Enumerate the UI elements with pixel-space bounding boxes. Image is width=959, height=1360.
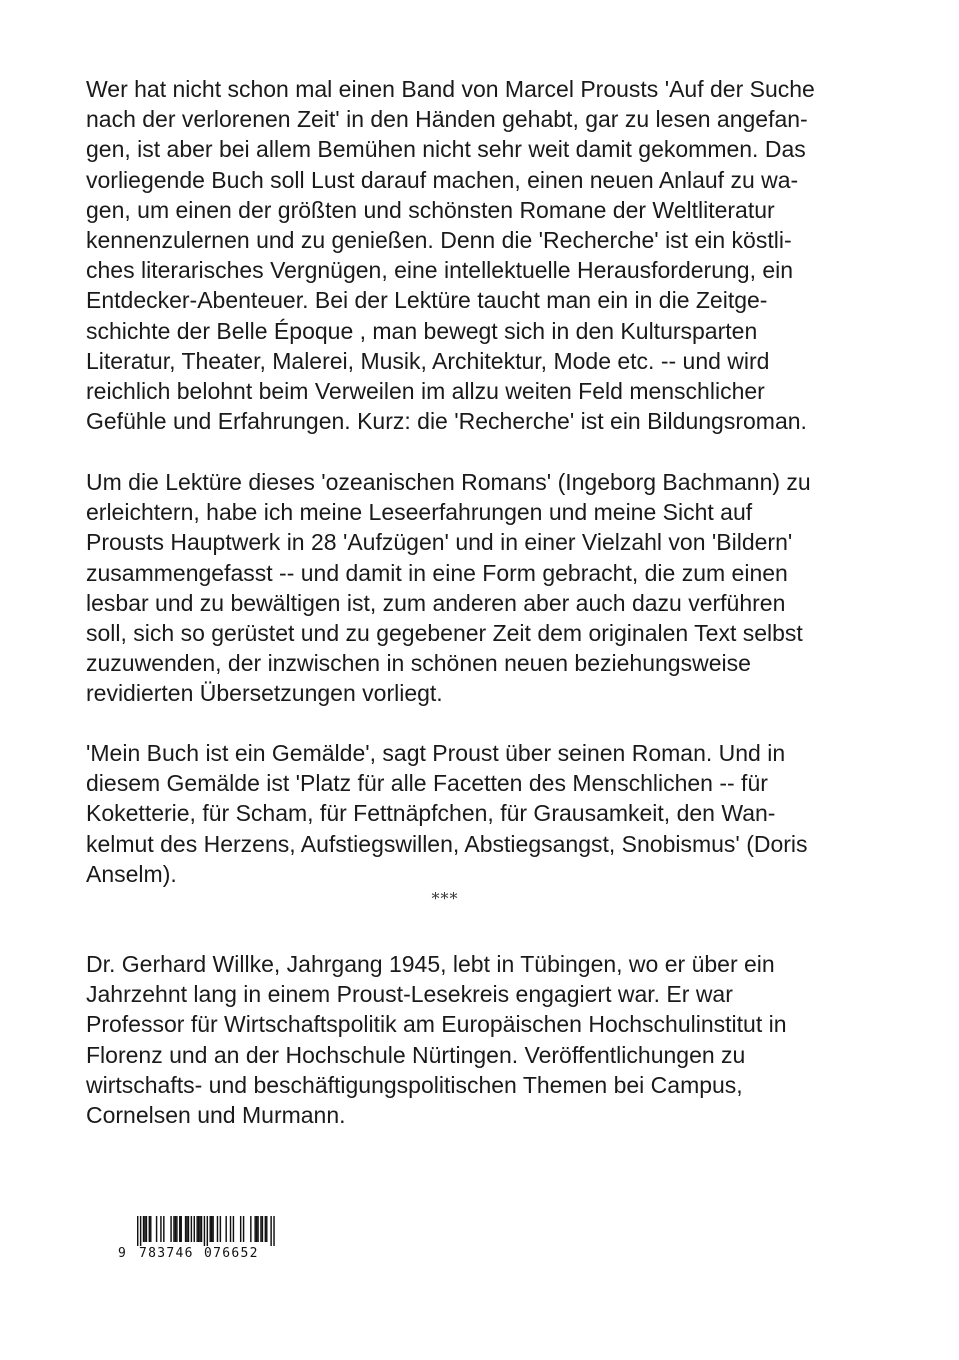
blurb-paragraph-3 xyxy=(86,738,876,889)
text-line: gen, um einen der größten und schönsten Romane der Weltliteratur xyxy=(86,196,775,223)
barcode-bar xyxy=(254,1216,255,1242)
text-line: schichte der Belle Époque , man bewegt sich in den Kultursparten xyxy=(86,317,758,344)
text-line: Dr. Gerhard Willke, Jahrgang 1945, lebt in Tübingen, wo er über ein xyxy=(86,951,775,977)
barcode-bar xyxy=(256,1216,257,1242)
barcode-bar xyxy=(186,1216,187,1242)
text-line: wirtschafts- und beschäftigungspolitischen Themen bei Campus, xyxy=(86,1071,743,1098)
barcode-bar xyxy=(173,1216,174,1242)
text-line: zuzuwenden, der inzwischen in schönen neuen beziehungsweise xyxy=(86,650,751,677)
barcode-bar xyxy=(240,1216,241,1242)
blurb-paragraph-2 xyxy=(86,467,876,709)
section-separator: *** xyxy=(431,889,459,908)
barcode-bar xyxy=(250,1216,251,1242)
barcode-bar xyxy=(144,1216,145,1242)
text-line: zusammengefasst -- und damit in eine Form gebracht, die zum einen xyxy=(86,559,788,586)
barcode-bars xyxy=(137,1216,288,1246)
barcode-bar xyxy=(175,1216,176,1242)
barcode-guard-bar xyxy=(137,1216,138,1246)
barcode-guard-bar xyxy=(140,1216,141,1246)
barcode-bar xyxy=(217,1216,218,1242)
barcode-bar xyxy=(198,1216,199,1242)
barcode-bar xyxy=(257,1216,258,1242)
text-line: 'Mein Buch ist ein Gemälde', sagt Proust über seinen Roman. Und in xyxy=(86,740,786,766)
text-line: revidierten Übersetzungen vorliegt. xyxy=(86,680,443,707)
barcode-bar xyxy=(170,1216,171,1242)
text-line: nach der verlorenen Zeit' in den Händen gehabt, gar zu lesen angefan- xyxy=(86,106,808,133)
text-line: Um die Lektüre dieses 'ozeanischen Romans' (Ingeborg Bachmann) zu xyxy=(86,469,811,495)
barcode-bar xyxy=(146,1216,147,1242)
text-line: Professor für Wirtschaftspolitik am Europäischen Hochschulinstitut in xyxy=(86,1011,787,1038)
barcode-bar xyxy=(266,1216,267,1242)
text-line: Literatur, Theater, Malerei, Musik, Architektur, Mode etc. -- und wird xyxy=(86,347,770,374)
barcode-bar xyxy=(220,1216,221,1242)
text-line: erleichtern, habe ich meine Leseerfahrungen und meine Sicht auf xyxy=(86,499,753,526)
barcode-bar xyxy=(201,1216,202,1242)
barcode-bar xyxy=(188,1216,189,1242)
text-line: Jahrzehnt lang in einem Proust-Lesekreis engagiert war. Er war xyxy=(86,981,733,1008)
text-line: Anselm). xyxy=(86,860,177,887)
text-line: vorliegende Buch soll Lust darauf machen, einen neuen Anlauf zu wa- xyxy=(86,166,799,193)
barcode-bar xyxy=(225,1216,226,1242)
barcode-bar xyxy=(191,1216,192,1242)
barcode-guard-bar xyxy=(204,1216,205,1246)
barcode-bar xyxy=(181,1216,182,1242)
barcode-bar xyxy=(230,1216,231,1242)
barcode-bar xyxy=(176,1216,177,1242)
text-line: Cornelsen und Murmann. xyxy=(86,1102,346,1129)
text-line: Entdecker-Abenteuer. Bei der Lektüre taucht man ein in die Zeitge- xyxy=(86,287,768,314)
barcode-bar xyxy=(210,1216,211,1242)
isbn-barcode xyxy=(118,1216,288,1262)
text-line: soll, sich so gerüstet und zu gegebener Zeit dem originalen Text selbst xyxy=(86,620,803,647)
barcode-bar xyxy=(179,1216,180,1242)
text-line: diesem Gemälde ist 'Platz für alle Facetten des Menschlichen -- für xyxy=(86,770,768,797)
barcode-bar xyxy=(150,1216,151,1242)
barcode-right-digits: 076652 xyxy=(204,1246,259,1261)
text-line: Wer hat nicht schon mal einen Band von Marcel Prousts 'Auf der Suche xyxy=(86,76,815,102)
barcode-bar xyxy=(199,1216,200,1242)
text-line: lesbar und zu bewältigen ist, zum anderen aber auch dazu verführen xyxy=(86,589,786,616)
barcode-bar xyxy=(212,1216,213,1242)
barcode-guard-bar xyxy=(207,1216,208,1246)
barcode-bar xyxy=(211,1216,212,1242)
barcode-guard-bar xyxy=(273,1216,274,1246)
text-line: kelmut des Herzens, Aufstiegswillen, Abstiegsangst, Snobismus' (Doris xyxy=(86,830,808,857)
barcode-bar xyxy=(149,1216,150,1242)
barcode-bar xyxy=(160,1216,161,1242)
barcode-lead-digit: 9 xyxy=(118,1246,128,1261)
text-line: Koketterie, für Scham, für Fettnäpfchen, für Grausamkeit, den Wan- xyxy=(86,800,776,827)
barcode-bar xyxy=(194,1216,195,1242)
author-bio xyxy=(86,949,876,1130)
barcode-bar xyxy=(233,1216,234,1242)
text-line: kennenzulernen und zu genießen. Denn die 'Recherche' ist ein köstli- xyxy=(86,227,792,254)
barcode-bar xyxy=(156,1216,157,1242)
barcode-bar xyxy=(260,1216,261,1242)
barcode-bar xyxy=(243,1216,244,1242)
blurb-paragraph-1 xyxy=(86,74,876,436)
text-line: reichlich belohnt beim Verweilen im allzu weiten Feld menschlicher xyxy=(86,378,765,405)
barcode-bar xyxy=(163,1216,164,1242)
text-line: gen, ist aber bei allem Bemühen nicht sehr weit damit gekommen. Das xyxy=(86,136,806,163)
barcode-guard-bar xyxy=(270,1216,271,1246)
barcode-bar xyxy=(262,1216,263,1242)
barcode-bar xyxy=(185,1216,186,1242)
barcode-left-digits: 783746 xyxy=(139,1246,194,1261)
text-line: ches literarisches Vergnügen, eine intellektuelle Herausforderung, ein xyxy=(86,257,794,284)
barcode-bar xyxy=(265,1216,266,1242)
text-line: Prousts Hauptwerk in 28 'Aufzügen' und in einer Vielzahl von 'Bildern' xyxy=(86,529,793,556)
text-line: Gefühle und Erfahrungen. Kurz: die 'Recherche' ist ein Bildungsroman. xyxy=(86,408,807,435)
text-line: Florenz und an der Hochschule Nürtingen. Veröffentlichungen zu xyxy=(86,1041,746,1068)
barcode-bar xyxy=(143,1216,144,1242)
barcode-bar xyxy=(196,1216,197,1242)
